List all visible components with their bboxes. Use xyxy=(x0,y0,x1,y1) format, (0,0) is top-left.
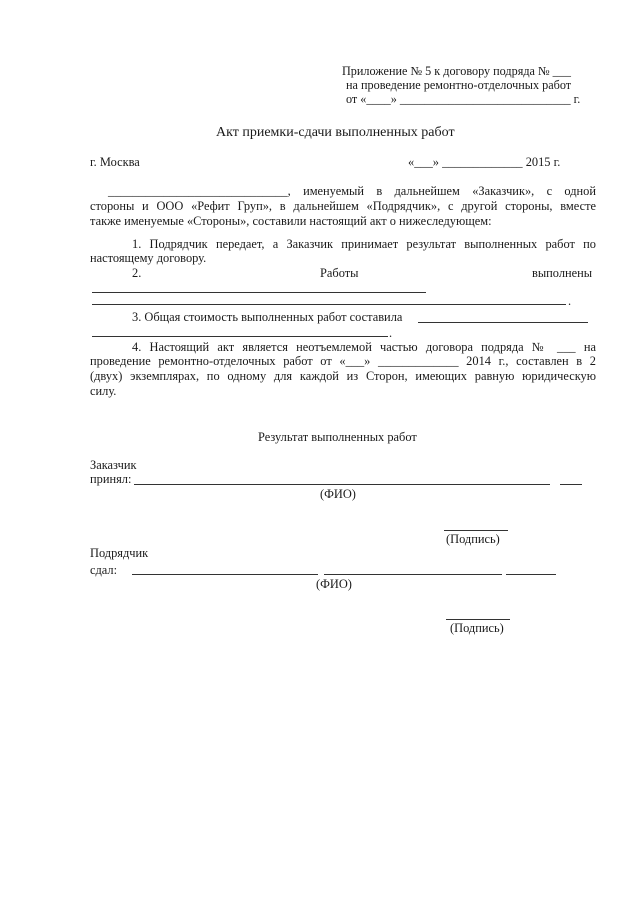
result-heading: Результат выполненных работ xyxy=(258,430,417,444)
appendix-line-1: Приложение № 5 к договору подряда № ___ xyxy=(342,64,571,78)
item-3-line-1: 3. Общая стоимость выполненных работ составила xyxy=(132,310,403,324)
item-4-line-3: (двух) экземплярах, по одному для каждой из Сторон, имеющих равную юридическую xyxy=(90,369,596,383)
appendix-line-2: на проведение ремонтно-отделочных работ xyxy=(346,78,572,92)
contractor-label: Подрядчик xyxy=(90,546,149,560)
customer-signature-caption: (Подпись) xyxy=(446,532,500,546)
contractor-signature-caption: (Подпись) xyxy=(450,621,504,635)
customer-name-line-tail xyxy=(560,484,582,485)
customer-fio-caption: (ФИО) xyxy=(320,487,356,501)
item-2-number: 2. xyxy=(132,266,142,280)
item-3-fill-line-1 xyxy=(418,322,588,323)
item-1-line-2: настоящему договору. xyxy=(90,251,207,265)
intro-line-3: также именуемые «Стороны», составили настоящий акт о нижеследующем: xyxy=(90,214,492,228)
contractor-signature-line xyxy=(446,619,510,620)
city: г. Москва xyxy=(90,155,140,169)
item-2-fill-line-1 xyxy=(92,292,426,293)
item-1-line-1: 1. Подрядчик передает, а Заказчик принимает результат выполненных работ по xyxy=(132,237,596,251)
appendix-line-3: от «____» ____________________________ г. xyxy=(346,92,581,106)
item-3-fill-line-2 xyxy=(92,336,388,337)
item-3-end-period: . xyxy=(389,326,393,340)
customer-signature-line xyxy=(444,530,508,531)
contractor-name-line-2 xyxy=(324,574,502,575)
intro-line-1: _____________________________, именуемый в дальнейшем «Заказчик», с одной xyxy=(108,184,596,198)
item-4-line-4: силу. xyxy=(90,384,117,398)
item-2-word-works: Работы xyxy=(320,266,359,280)
document-date: «___» _____________ 2015 г. xyxy=(408,155,561,169)
customer-label: Заказчик xyxy=(90,458,137,472)
item-2-end-period: . xyxy=(568,294,572,308)
contractor-name-line-1 xyxy=(132,574,318,575)
customer-name-line xyxy=(134,484,550,485)
customer-accepted-label: принял: xyxy=(90,472,132,486)
intro-line-2: стороны и ООО «Рефит Груп», в дальнейшем «Подрядчик», с другой стороны, вместе xyxy=(90,199,596,213)
item-4-line-1: 4. Настоящий акт является неотъемлемой частью договора подряда № ___ на xyxy=(132,340,596,354)
contractor-name-line-3 xyxy=(506,574,556,575)
item-4-line-2: проведение ремонтно-отделочных работ от «___» _____________ 2014 г., составлен в 2 xyxy=(90,354,596,368)
item-2-fill-line-2 xyxy=(92,304,566,305)
contractor-delivered-label: сдал: xyxy=(90,563,118,577)
item-2-word-done: выполнены xyxy=(532,266,593,280)
contractor-fio-caption: (ФИО) xyxy=(316,577,352,591)
document-title: Акт приемки-сдачи выполненных работ xyxy=(216,125,455,140)
